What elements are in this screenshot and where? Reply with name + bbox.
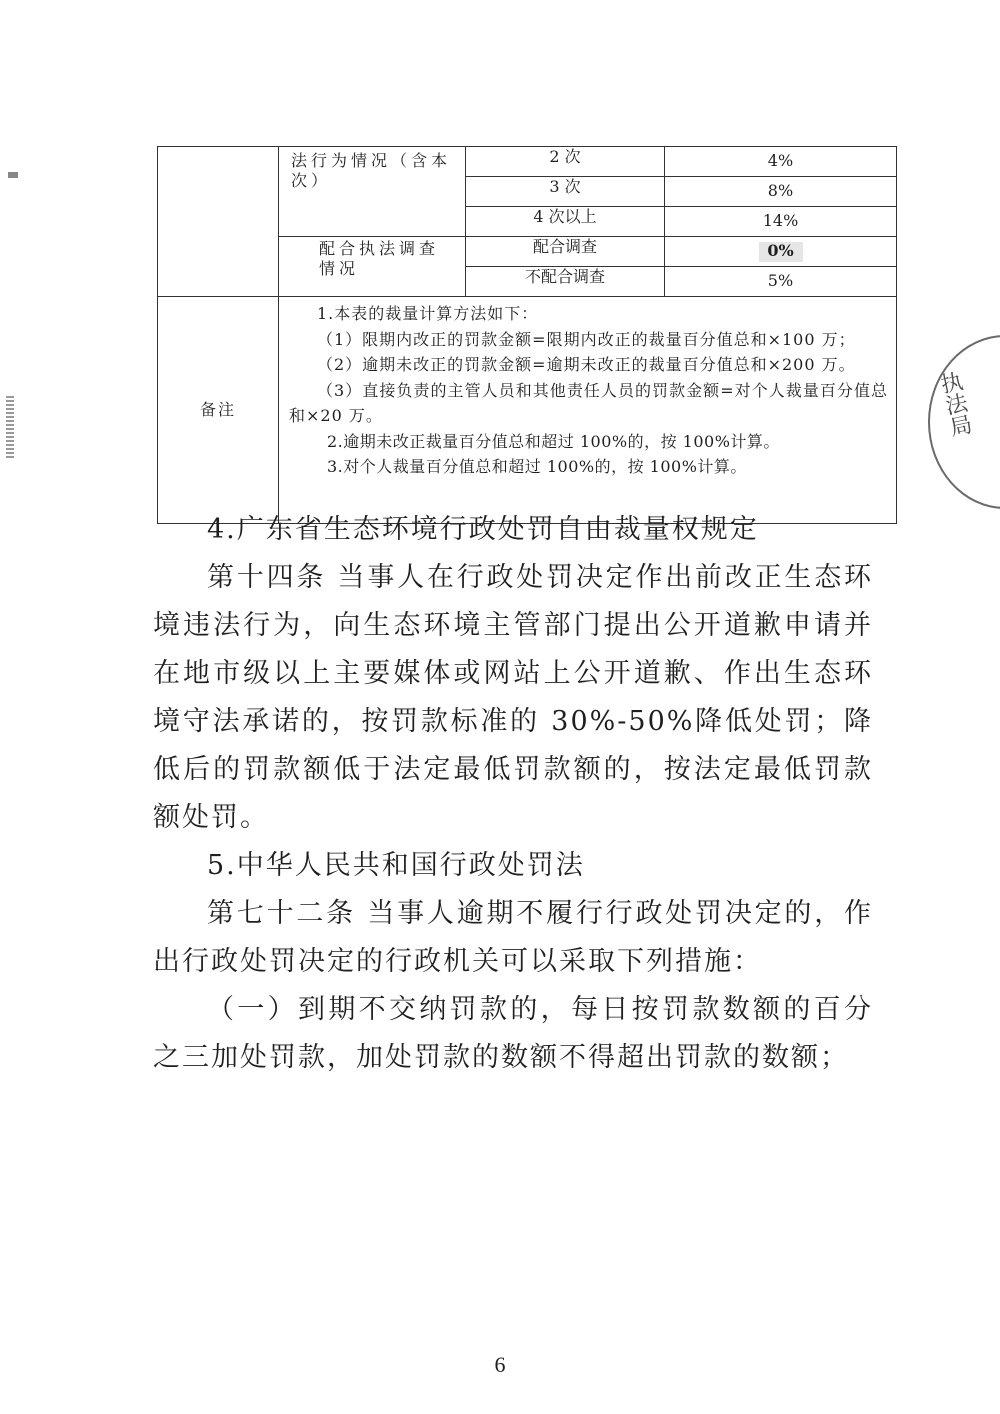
history-count-cell xyxy=(466,207,665,237)
cooperation-pct-cell xyxy=(665,267,897,297)
cooperation-status: 配合调查 xyxy=(532,237,597,256)
remarks-content-cell xyxy=(279,297,897,524)
page-number: 6 xyxy=(494,1352,506,1377)
scan-artifact xyxy=(8,172,18,178)
article-72: 第七十二条 当事人逾期不履行行政处罚决定的，作出行政处罚决定的行政机关可以采取下列措施： xyxy=(153,898,873,977)
cooperation-pct: 5% xyxy=(767,271,794,290)
remarks-label-cell xyxy=(158,297,279,524)
penalty-table xyxy=(157,146,897,524)
history-label: 法行为情况（含本次） xyxy=(291,151,452,190)
cooperation-pct-cell xyxy=(665,237,897,267)
cooperation-label: 配合执法调查情况 xyxy=(319,239,440,278)
history-count-cell xyxy=(466,177,665,207)
cooperation-status: 不配合调查 xyxy=(524,267,605,286)
remark-line: （2）逾期未改正的罚款金额=逾期未改正的裁量百分值总和×200 万。 xyxy=(317,355,856,374)
remark-line: （1）限期内改正的罚款金额=限期内改正的裁量百分值总和×100 万； xyxy=(317,329,856,349)
remark-line: 2.逾期未改正裁量百分值总和超过 100%的，按 100%计算。 xyxy=(327,431,780,451)
history-count: 4 次以上 xyxy=(533,207,597,226)
scan-artifact xyxy=(6,396,14,460)
article-14: 第十四条 当事人在行政处罚决定作出前改正生态环境违法行为，向生态环境主管部门提出公开道歉申请并在地市级以上主要媒体或网站上公开道歉、作出生态环境守法承诺的，按罚款标准的 30%-50%降低处罚；降低后的罚款额低于法定最低罚款额的，按法定最低罚款额处罚。 xyxy=(153,562,873,833)
heading-5: 5.中华人民共和国行政处罚法 xyxy=(207,850,585,881)
history-count: 2 次 xyxy=(549,147,581,166)
history-pct-cell xyxy=(665,207,897,237)
blank-category-cell xyxy=(158,147,279,297)
table-row xyxy=(158,147,897,177)
cooperation-pct: 0% xyxy=(767,241,794,260)
history-label-cell xyxy=(279,147,466,237)
history-pct-cell xyxy=(665,177,897,207)
heading-4: 4.广东省生态环境行政处罚自由裁量权规定 xyxy=(207,514,759,545)
cooperation-status-cell xyxy=(466,237,665,267)
history-count-cell xyxy=(466,147,665,177)
history-pct-cell xyxy=(665,147,897,177)
history-pct: 8% xyxy=(767,181,794,200)
table-row xyxy=(158,297,897,524)
cooperation-status-cell xyxy=(466,267,665,297)
remark-line: （3）直接负责的主管人员和其他责任人员的罚款金额=对个人裁量百分值总和×20 万。 xyxy=(289,380,888,425)
cooperation-label-cell xyxy=(279,237,466,297)
history-pct: 4% xyxy=(767,151,794,170)
item-1: （一）到期不交纳罚款的，每日按罚款数额的百分之三加处罚款，加处罚款的数额不得超出罚款的数额； xyxy=(153,994,873,1073)
remark-line: 3.对个人裁量百分值总和超过 100%的，按 100%计算。 xyxy=(327,457,747,476)
remark-line: 1.本表的裁量计算方法如下： xyxy=(317,304,539,323)
history-pct: 14% xyxy=(762,211,799,230)
history-count: 3 次 xyxy=(549,177,581,196)
seal-text: 执法局 xyxy=(935,369,974,439)
body-text xyxy=(153,506,873,1082)
remarks-label: 备注 xyxy=(199,400,236,419)
